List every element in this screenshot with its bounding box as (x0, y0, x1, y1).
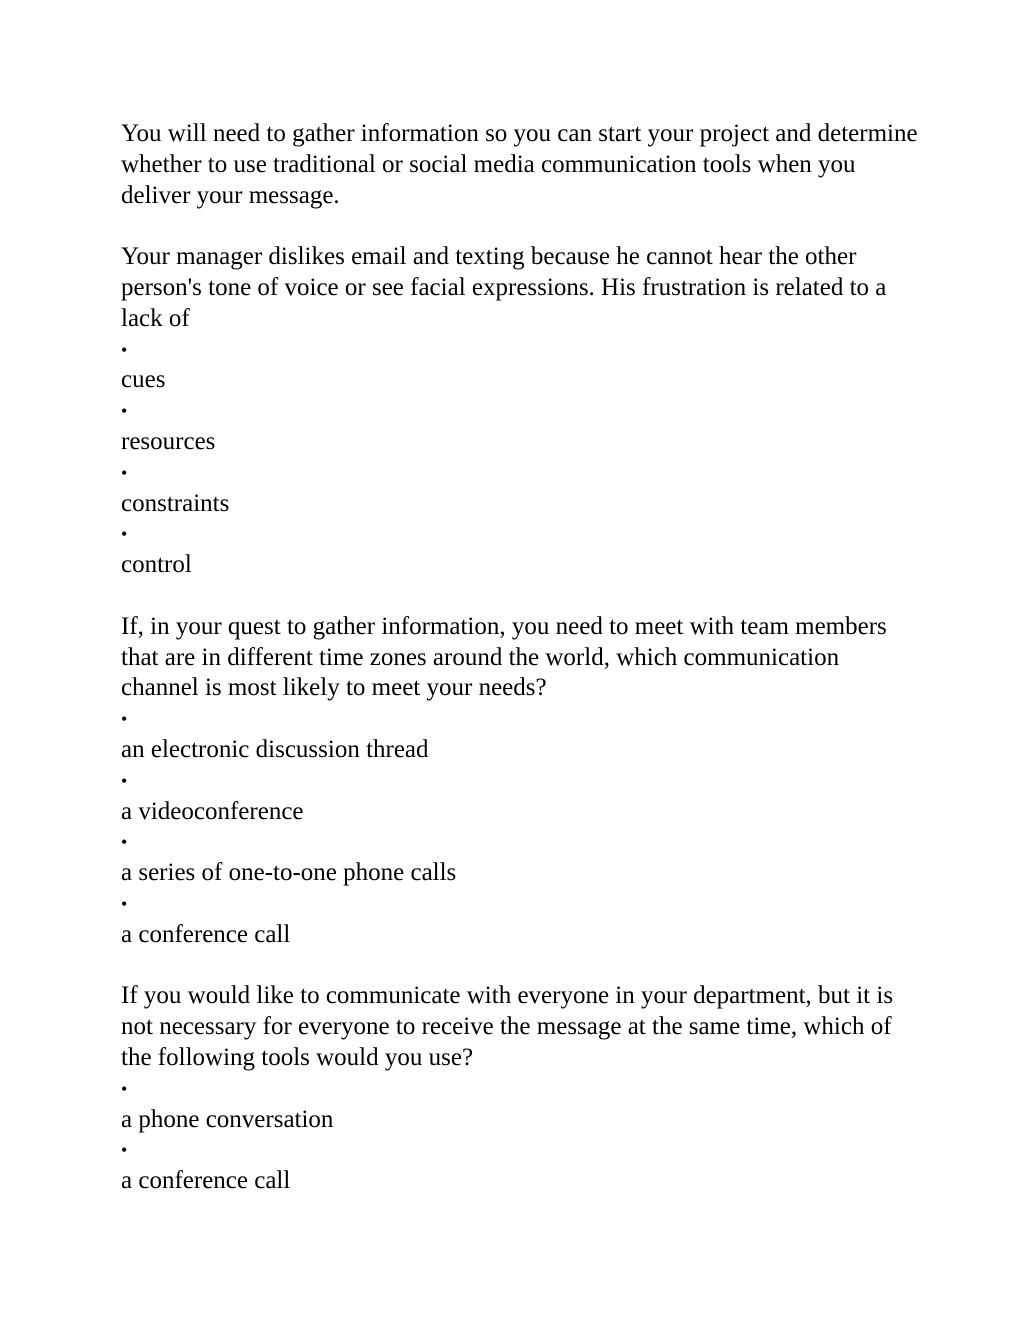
document-body (121, 119, 921, 1197)
answer-option: a videoconference (121, 797, 304, 825)
answer-option: control (121, 551, 192, 579)
answer-option: a conference call (121, 1167, 291, 1195)
bullet-icon: • (121, 401, 128, 422)
question-block (121, 612, 921, 951)
answer-option: cues (121, 366, 166, 394)
answer-option: resources (121, 427, 216, 455)
paragraph-gap (121, 581, 921, 612)
question-prompt: If you would like to communicate with everyone in your department, but it is not necessary for everyone to receive the message at the same time, which of the following tools would you use? (121, 982, 894, 1071)
bullet-icon: • (121, 770, 128, 791)
answer-option: an electronic discussion thread (121, 735, 429, 763)
paragraph-gap (121, 951, 921, 982)
bullet-icon: • (121, 1140, 128, 1161)
answer-option: a phone conversation (121, 1105, 334, 1133)
bullet-icon: • (121, 462, 128, 483)
bullet-icon: • (121, 524, 128, 545)
bullet-icon: • (121, 339, 128, 360)
answer-option: constraints (121, 489, 230, 517)
question-block (121, 242, 921, 581)
paragraph-gap (121, 211, 921, 242)
bullet-icon: • (121, 1078, 128, 1099)
question-block (121, 981, 921, 1197)
bullet-icon: • (121, 893, 128, 914)
question-prompt: Your manager dislikes email and texting because he cannot hear the other person's tone of voice or see facial expressions. His frustration is related to a lack of (121, 243, 887, 332)
answer-option: a series of one-to-one phone calls (121, 859, 457, 887)
question-prompt: If, in your quest to gather information, you need to meet with team members that are in different time zones around the world, which communication channel is most likely to meet your needs? (121, 612, 887, 702)
bullet-icon: • (121, 709, 128, 730)
intro-paragraph: You will need to gather information so you can start your project and determine whether to use traditional or social media communication tools when you deliver your message. (121, 120, 918, 209)
bullet-icon: • (121, 832, 128, 853)
answer-option: a conference call (121, 920, 291, 948)
